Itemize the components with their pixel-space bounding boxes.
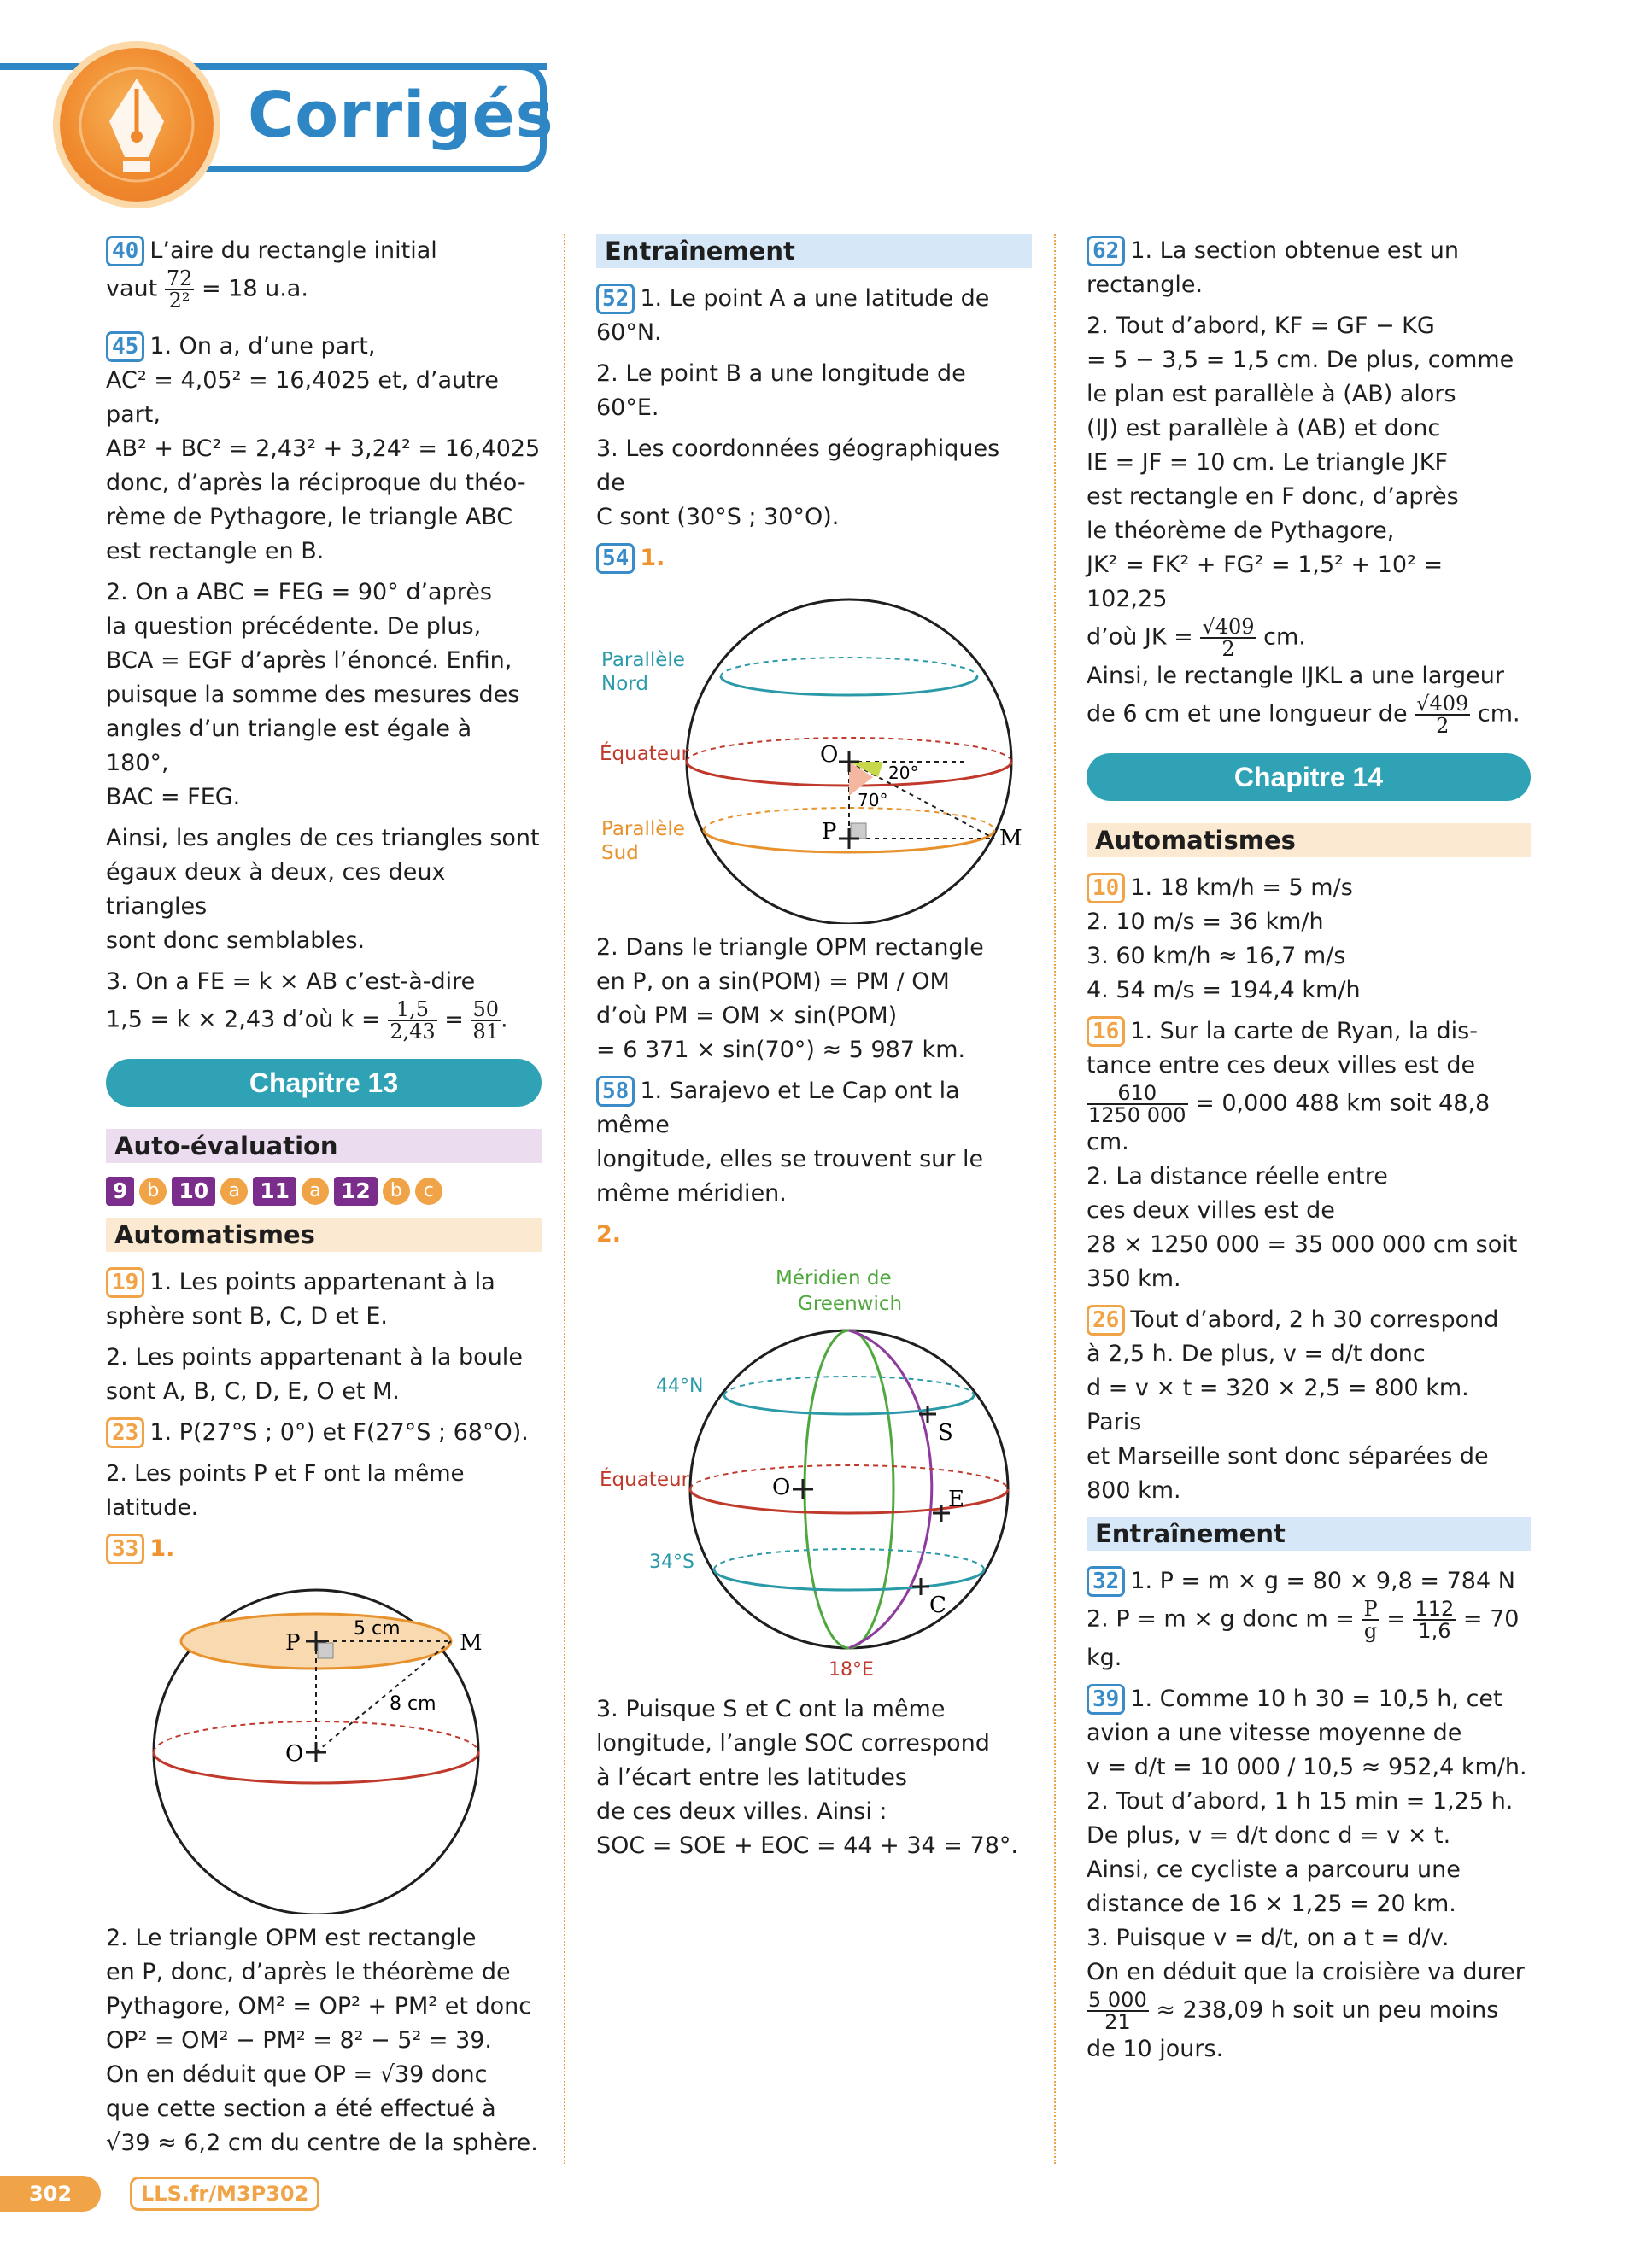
exercise-19 bbox=[106, 1266, 542, 1409]
text: Ainsi, le rectangle IJKL a une largeur bbox=[1086, 663, 1504, 689]
fraction bbox=[471, 999, 501, 1042]
text: sont donc semblables. bbox=[106, 927, 366, 954]
text: sphère sont B, C, D et E. bbox=[106, 1303, 388, 1330]
text: de 10 jours. bbox=[1086, 2036, 1224, 2062]
text: ces deux villes est de bbox=[1086, 1197, 1335, 1224]
text: 3. Puisque S et C ont la même bbox=[596, 1696, 946, 1722]
text: 60°N. bbox=[596, 319, 662, 346]
exercise-52 bbox=[596, 282, 1032, 535]
question-badge: 9 bbox=[106, 1177, 134, 1206]
text: C sont (30°S ; 30°O). bbox=[596, 504, 840, 530]
label-s: S bbox=[938, 1420, 953, 1446]
chapter-13-banner: Chapitre 13 bbox=[106, 1059, 542, 1107]
exercise-number: 58 bbox=[596, 1076, 635, 1107]
text: 3. Puisque v = d/t, on a t = d/v. bbox=[1086, 1925, 1450, 1951]
text: 2. Tout d’abord, 1 h 15 min = 1,25 h. bbox=[1086, 1788, 1514, 1815]
denominator: g bbox=[1363, 1619, 1378, 1643]
label-southern-parallel: Parallèle bbox=[601, 818, 685, 840]
exercise-40 bbox=[106, 234, 542, 311]
text: = 5 − 3,5 = 1,5 cm. De plus, comme bbox=[1086, 347, 1514, 373]
text: 1. Comme 10 h 30 = 10,5 h, cet bbox=[1130, 1686, 1502, 1712]
parallel-34s bbox=[714, 1569, 984, 1590]
chapter-14-banner: Chapitre 14 bbox=[1086, 753, 1531, 801]
text: 1. 18 km/h = 5 m/s bbox=[1130, 874, 1353, 901]
resource-link[interactable]: LLS.fr/M3P302 bbox=[130, 2177, 319, 2211]
southern-parallel-back bbox=[704, 808, 994, 830]
fraction bbox=[1413, 1599, 1456, 1641]
label-northern-parallel: Parallèle bbox=[601, 649, 685, 671]
section-heading: Entraînement bbox=[596, 234, 1032, 268]
meridian-sphere-figure bbox=[596, 1259, 1032, 1686]
text: d = v × t = 320 × 2,5 = 800 km. Paris bbox=[1086, 1375, 1469, 1435]
question-number: 2. bbox=[596, 1221, 622, 1248]
label-18e: 18°E bbox=[829, 1659, 874, 1681]
label-radius-sphere: 8 cm bbox=[390, 1693, 436, 1715]
text: 1. On a, d’une part, bbox=[149, 333, 376, 359]
exercise-54 bbox=[596, 541, 1032, 1067]
text: On en déduit que la croisière va durer bbox=[1086, 1959, 1525, 1985]
exercise-10 bbox=[1086, 871, 1531, 1008]
label-meridian-2: Greenwich bbox=[798, 1293, 903, 1315]
page-title: Corrigés bbox=[248, 79, 554, 152]
label-equator: Équateur bbox=[600, 743, 690, 765]
answer-badge: a bbox=[220, 1178, 248, 1205]
text: 3. On a FE = k × AB c’est-à-dire bbox=[106, 968, 476, 995]
text: = 6 371 × sin(70°) ≈ 5 987 km. bbox=[596, 1037, 966, 1063]
exercise-number: 33 bbox=[106, 1534, 144, 1564]
numerator: 50 bbox=[472, 997, 500, 1021]
label-p: P bbox=[822, 819, 837, 845]
point-o-cross bbox=[306, 1742, 326, 1762]
exercise-number: 32 bbox=[1086, 1566, 1125, 1597]
text: 1. Sarajevo et Le Cap ont la même bbox=[596, 1078, 960, 1138]
answer-badge: c bbox=[415, 1178, 442, 1205]
exercise-number: 23 bbox=[106, 1418, 144, 1448]
right-angle-mark bbox=[318, 1643, 333, 1658]
numerator: P bbox=[1363, 1597, 1378, 1621]
text: 28 × 1250 000 = 35 000 000 cm soit bbox=[1086, 1231, 1518, 1258]
text: à l’écart entre les latitudes bbox=[596, 1764, 907, 1791]
label-angle-70: 70° bbox=[858, 790, 888, 810]
auto-evaluation-answers bbox=[106, 1177, 542, 1206]
section-heading: Entraînement bbox=[1086, 1517, 1531, 1551]
text: 1. Sur la carte de Ryan, la dis- bbox=[1130, 1018, 1478, 1044]
question-number: 1. bbox=[640, 545, 665, 571]
text: 3. 60 km/h ≈ 16,7 m/s bbox=[1086, 943, 1346, 969]
text: en P, on a sin(POM) = PM / OM bbox=[596, 968, 950, 995]
text: longitude, l’angle SOC correspond bbox=[596, 1730, 990, 1757]
text: IE = JF = 10 cm. Le triangle JKF bbox=[1086, 449, 1448, 476]
label-northern-parallel-2: Nord bbox=[601, 673, 648, 695]
text: De plus, v = d/t donc d = v × t. bbox=[1086, 1822, 1451, 1849]
denominator: 1,6 bbox=[1418, 1619, 1451, 1643]
text: 350 km. bbox=[1086, 1266, 1181, 1292]
section-heading: Automatismes bbox=[106, 1218, 542, 1252]
denominator: 2 bbox=[1436, 714, 1450, 738]
text: BAC = FEG. bbox=[106, 784, 241, 810]
text: 1,5 = k × 2,43 d’où k = bbox=[106, 1006, 381, 1033]
exercise-number: 19 bbox=[106, 1267, 144, 1298]
fraction bbox=[1086, 1083, 1188, 1125]
text: L’aire du rectangle initial bbox=[149, 237, 437, 264]
text: ≈ 238,09 h soit un peu moins bbox=[1156, 1996, 1499, 2024]
denominator: 2,43 bbox=[390, 1020, 436, 1043]
text: distance de 16 × 1,25 = 20 km. bbox=[1086, 1891, 1456, 1917]
text: SOC = SOE + EOC = 44 + 34 = 78°. bbox=[596, 1833, 1018, 1859]
text: la question précédente. De plus, bbox=[106, 613, 482, 640]
text: 2. Le triangle OPM est rectangle bbox=[106, 1925, 477, 1951]
text: Tout d’abord, 2 h 30 correspond bbox=[1130, 1306, 1499, 1333]
text: vaut bbox=[106, 275, 158, 302]
text: d’où JK = bbox=[1086, 623, 1193, 651]
text: (IJ) est parallèle à (AB) et donc bbox=[1086, 415, 1441, 441]
label-34s: 34°S bbox=[649, 1552, 694, 1573]
text: = 0,000 488 km soit 48,8 cm. bbox=[1086, 1090, 1491, 1155]
text: Ainsi, ce cycliste a parcouru une bbox=[1086, 1856, 1461, 1883]
text: puisque la somme des mesures des bbox=[106, 681, 520, 708]
exercise-number: 45 bbox=[106, 331, 144, 362]
text: 2. On a ABC = FEG = 90° d’après bbox=[106, 579, 492, 605]
answer-badge: a bbox=[302, 1178, 329, 1205]
fraction bbox=[388, 999, 436, 1042]
text: 4. 54 m/s = 194,4 km/h bbox=[1086, 977, 1361, 1003]
sphere-section-figure bbox=[106, 1573, 542, 1914]
exercise-39 bbox=[1086, 1682, 1531, 2066]
exercise-number: 40 bbox=[106, 236, 144, 266]
text: même méridien. bbox=[596, 1180, 787, 1207]
text: rectangle. bbox=[1086, 272, 1204, 298]
text: 800 km. bbox=[1086, 1477, 1181, 1504]
text: avion a une vitesse moyenne de bbox=[1086, 1720, 1462, 1746]
northern-parallel bbox=[721, 676, 977, 695]
text: longitude, elles se trouvent sur le bbox=[596, 1146, 984, 1172]
text: égaux deux à deux, ces deux triangles bbox=[106, 859, 446, 920]
text: 2. Le point B a une longitude de 60°E. bbox=[596, 360, 966, 421]
label-o: O bbox=[285, 1741, 304, 1767]
denominator: 2 bbox=[1221, 637, 1235, 661]
column-2 bbox=[596, 234, 1032, 1870]
section-heading: Automatismes bbox=[1086, 823, 1531, 857]
question-badge: 11 bbox=[253, 1177, 296, 1206]
text: 1. P = m × g = 80 × 9,8 = 784 N bbox=[1130, 1568, 1515, 1594]
greenwich-meridian bbox=[805, 1330, 893, 1648]
parallel-34s-back bbox=[714, 1549, 984, 1569]
pen-nib-logo-icon bbox=[60, 48, 214, 202]
text: 2. Tout d’abord, KF = GF − KG bbox=[1086, 313, 1435, 339]
denominator: 2² bbox=[168, 289, 190, 313]
section-heading: Auto-évaluation bbox=[106, 1129, 542, 1163]
exercise-62 bbox=[1086, 234, 1531, 736]
denominator: 21 bbox=[1104, 2010, 1131, 2034]
fraction bbox=[165, 268, 195, 311]
text: 2. Les points appartenant à la boule bbox=[106, 1344, 523, 1371]
exercise-number: 16 bbox=[1086, 1016, 1125, 1047]
column-separator bbox=[1054, 234, 1056, 2164]
text: 2. La distance réelle entre bbox=[1086, 1163, 1388, 1190]
label-meridian: Méridien de bbox=[776, 1267, 892, 1289]
text: Pythagore, OM² = OP² + PM² et donc bbox=[106, 1993, 532, 2020]
exercise-16 bbox=[1086, 1014, 1531, 1296]
parallel-44n bbox=[724, 1395, 974, 1414]
exercise-32: 32 1. P = m × g = 80 × 9,8 = 784 N 2. P = m × g donc m = $\frac{P}{g}$ = $\frac{112}{1,6}$ = 70 kg. bbox=[1086, 1568, 1520, 1671]
exercise-26 bbox=[1086, 1303, 1531, 1508]
right-angle-mark bbox=[851, 823, 866, 839]
text: = 70 kg. bbox=[1086, 1605, 1520, 1671]
point-c-cross bbox=[912, 1578, 929, 1595]
text: rème de Pythagore, le triangle ABC bbox=[106, 504, 513, 530]
text: à 2,5 h. De plus, v = d/t donc bbox=[1086, 1341, 1426, 1367]
text: 2. P = m × g donc m = bbox=[1086, 1605, 1355, 1633]
text: donc, d’après la réciproque du théo- bbox=[106, 470, 526, 496]
label-equator: Équateur bbox=[600, 1469, 690, 1491]
text: angles d’un triangle est égale à 180°, bbox=[106, 716, 472, 776]
text: 2. Les points P et F ont la même latitude. bbox=[106, 1461, 465, 1521]
text: de ces deux villes. Ainsi : bbox=[596, 1798, 887, 1825]
text: cm. bbox=[1263, 623, 1306, 651]
question-badge: 10 bbox=[172, 1177, 215, 1206]
text: en P, donc, d’après le théorème de bbox=[106, 1959, 511, 1985]
text: et Marseille sont donc séparées de bbox=[1086, 1443, 1489, 1470]
text: 1. P(27°S ; 0°) et F(27°S ; 68°O). bbox=[149, 1419, 529, 1446]
label-c: C bbox=[929, 1593, 946, 1618]
exercise-number: 39 bbox=[1086, 1684, 1125, 1715]
equator-back bbox=[690, 1465, 1008, 1489]
label-o: O bbox=[772, 1475, 791, 1500]
exercise-number: 52 bbox=[596, 284, 635, 314]
answer-badge: b bbox=[383, 1178, 410, 1205]
text: est rectangle en F donc, d’après bbox=[1086, 483, 1459, 510]
text: √39 ≈ 6,2 cm du centre de la sphère. bbox=[106, 2130, 538, 2156]
label-m: M bbox=[460, 1630, 483, 1656]
question-badge: 12 bbox=[334, 1177, 378, 1206]
answer-badge: b bbox=[139, 1178, 167, 1205]
text: = 18 u.a. bbox=[201, 275, 308, 302]
text: 1. Les points appartenant à la bbox=[149, 1269, 495, 1295]
label-angle-20: 20° bbox=[888, 763, 919, 783]
numerator: 1,5 bbox=[388, 999, 436, 1021]
exercise-number: 26 bbox=[1086, 1305, 1125, 1336]
text: OP² = OM² − PM² = 8² − 5² = 39. bbox=[106, 2027, 493, 2054]
page-number: 302 bbox=[0, 2176, 101, 2212]
text: le théorème de Pythagore, bbox=[1086, 517, 1395, 544]
label-e: E bbox=[948, 1487, 964, 1512]
exercise-58 bbox=[596, 1074, 1032, 1863]
fraction bbox=[1414, 693, 1470, 736]
column-3 bbox=[1086, 234, 1531, 2073]
numerator: 72 bbox=[166, 266, 193, 290]
denominator: 1250 000 bbox=[1088, 1103, 1186, 1127]
text: AC² = 4,05² = 16,4025 et, d’autre part, bbox=[106, 367, 499, 428]
exercise-45: 45 1. On a, d’une part, AC² = 4,05² = 16,4025 et, d’autre part, AB² + BC² = 2,43² + 3,24² = 16,4025 donc, d’après la réciproque du théo- rème de Pythagore, le triangle ABC est rectangle en B. 2. On a ABC = FEG = 90° d’après la question précédente. De plus, BCA = EGF d’après l’énoncé. Enfin, puisque la somme des mesures des angles d’un triangle est égale à 180°, BAC = FEG. Ainsi, les angles de ces triangles sont égaux deux à deux, ces deux triangles sont donc semblables. 3. On a FE = k × AB c’est-à-dire 1,5 = k × 2,43 d’où k = $\frac{1,5}{2,43}$ = $\frac{50}{81}$ . bbox=[106, 333, 541, 1043]
text: de 6 cm et une longueur de bbox=[1086, 700, 1408, 728]
column-separator bbox=[564, 234, 565, 2164]
text: 2. Dans le triangle OPM rectangle bbox=[596, 934, 984, 961]
label-radius-section: 5 cm bbox=[354, 1618, 401, 1640]
exercise-number: 54 bbox=[596, 543, 635, 574]
text: 1. La section obtenue est un bbox=[1130, 237, 1459, 264]
label-p: P bbox=[285, 1630, 301, 1656]
text: tance entre ces deux villes est de bbox=[1086, 1052, 1476, 1078]
numerator: 5 000 bbox=[1088, 1988, 1147, 2012]
text: cm. bbox=[1477, 700, 1520, 728]
denominator: 81 bbox=[472, 1020, 500, 1043]
numerator: √409 bbox=[1416, 692, 1469, 716]
text: Ainsi, les angles de ces triangles sont bbox=[106, 825, 540, 851]
column-1 bbox=[106, 234, 542, 2167]
label-southern-parallel-2: Sud bbox=[601, 842, 639, 864]
text: sont A, B, C, D, E, O et M. bbox=[106, 1378, 400, 1405]
latitude-sphere-figure bbox=[596, 582, 1032, 924]
text: d’où PM = OM × sin(POM) bbox=[596, 1002, 898, 1029]
exercise-number: 62 bbox=[1086, 236, 1125, 266]
exercise-number: 10 bbox=[1086, 873, 1125, 903]
text: JK² = FK² + FG² = 1,5² + 10² = 102,25 bbox=[1086, 552, 1444, 612]
text: 3. Les coordonnées géographiques de bbox=[596, 435, 1000, 496]
exercise-23 bbox=[106, 1416, 542, 1525]
parallel-44n-back bbox=[724, 1377, 974, 1395]
text: On en déduit que OP = √39 donc bbox=[106, 2061, 488, 2088]
text: le plan est parallèle à (AB) alors bbox=[1086, 381, 1456, 407]
text: 2. 10 m/s = 36 km/h bbox=[1086, 909, 1324, 935]
label-m: M bbox=[999, 826, 1022, 851]
question-number: 1. bbox=[149, 1535, 175, 1562]
numerator: 112 bbox=[1414, 1597, 1455, 1621]
label-44n: 44°N bbox=[656, 1376, 704, 1397]
point-o-cross bbox=[793, 1479, 813, 1499]
fraction bbox=[1086, 1990, 1149, 2032]
text: que cette section a été effectué à bbox=[106, 2096, 496, 2122]
exercise-33 bbox=[106, 1532, 542, 2160]
fraction bbox=[1200, 617, 1256, 659]
text: AB² + BC² = 2,43² + 3,24² = 16,4025 bbox=[106, 435, 541, 462]
text: 1. Le point A a une latitude de bbox=[640, 285, 990, 312]
text: v = d/t = 10 000 / 10,5 ≈ 952,4 km/h. bbox=[1086, 1754, 1527, 1780]
text: est rectangle en B. bbox=[106, 538, 325, 564]
numerator: √409 bbox=[1202, 615, 1255, 639]
label-o: O bbox=[820, 742, 839, 768]
numerator: 610 bbox=[1086, 1083, 1188, 1105]
text: BCA = EGF d’après l’énoncé. Enfin, bbox=[106, 647, 512, 674]
fraction bbox=[1362, 1599, 1379, 1641]
